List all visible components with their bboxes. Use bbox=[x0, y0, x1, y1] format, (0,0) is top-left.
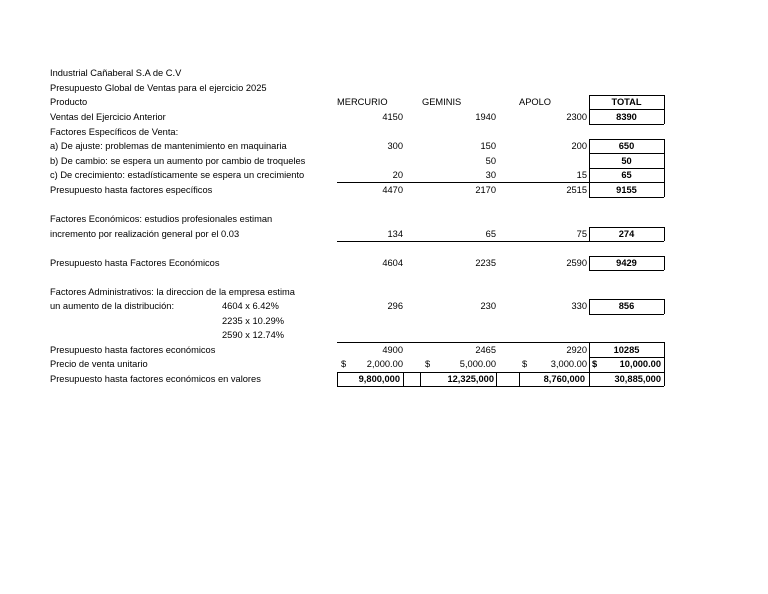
row-label: b) De cambio: se espera un aumento por cambio de troqueles bbox=[50, 156, 306, 166]
cell-total: 650 bbox=[618, 141, 635, 151]
header-total: TOTAL bbox=[611, 97, 642, 107]
grid-line bbox=[589, 357, 664, 358]
company-name: Industrial Cañaberal S.A de C.V bbox=[50, 68, 182, 78]
section-label: Factores Económicos: estudios profesionales estiman bbox=[50, 214, 273, 224]
grid-line bbox=[664, 256, 665, 270]
currency-symbol: $ bbox=[425, 359, 431, 369]
cell-apolo: 8,760,000 bbox=[543, 374, 585, 384]
cell-total: 30,885,000 bbox=[614, 374, 661, 384]
cell-apolo: 2590 bbox=[566, 258, 587, 268]
grid-line bbox=[589, 168, 664, 169]
grid-line bbox=[589, 153, 664, 154]
grid-line bbox=[589, 342, 590, 386]
grid-line bbox=[589, 256, 590, 270]
cell-mercurio: 2,000.00 bbox=[366, 359, 403, 369]
grid-line bbox=[589, 227, 590, 241]
cell-apolo: 75 bbox=[576, 229, 587, 239]
grid-line bbox=[589, 256, 664, 257]
cell-total: 50 bbox=[621, 156, 632, 166]
cell-total: 856 bbox=[618, 301, 635, 311]
grid-line bbox=[664, 95, 665, 124]
cell-mercurio: 4900 bbox=[382, 345, 403, 355]
grid-line bbox=[589, 109, 664, 110]
grid-line bbox=[337, 372, 664, 373]
row-label: Presupuesto hasta factores específicos bbox=[50, 185, 213, 195]
cell-mercurio: 296 bbox=[387, 301, 403, 311]
section-label: Factores Administrativos: la direccion de la empresa estima bbox=[50, 287, 295, 297]
grid-line bbox=[664, 139, 665, 197]
cell-mercurio: 4470 bbox=[382, 185, 403, 195]
cell-total: 274 bbox=[618, 229, 635, 239]
cell-total: 65 bbox=[621, 170, 632, 180]
cell-mercurio: 9,800,000 bbox=[358, 374, 400, 384]
cell-geminis: 12,325,000 bbox=[447, 374, 494, 384]
grid-line bbox=[589, 299, 590, 314]
cell-total: 10,000.00 bbox=[619, 359, 661, 369]
cell-total: 8390 bbox=[616, 112, 637, 122]
row-label: Ventas del Ejercicio Anterior bbox=[50, 112, 166, 122]
cell-apolo: 200 bbox=[571, 141, 587, 151]
cell-mercurio: 300 bbox=[387, 141, 403, 151]
cell-mercurio: 4604 bbox=[382, 258, 403, 268]
grid-line bbox=[589, 139, 664, 140]
grid-line bbox=[589, 124, 664, 125]
row-label: c) De crecimiento: estadísticamente se espera un crecimiento bbox=[50, 170, 305, 180]
grid-line bbox=[664, 299, 665, 314]
cell-geminis: 30 bbox=[485, 170, 496, 180]
cell-geminis: 50 bbox=[485, 156, 496, 166]
grid-line bbox=[589, 299, 664, 300]
cell-geminis: 230 bbox=[480, 301, 496, 311]
section-label: Factores Específicos de Venta: bbox=[50, 127, 179, 137]
grid-line bbox=[403, 372, 404, 386]
cell-geminis: 2170 bbox=[475, 185, 496, 195]
row-label: un aumento de la distribución: bbox=[50, 301, 175, 311]
cell-total: 9155 bbox=[616, 185, 637, 195]
cell-apolo: 15 bbox=[576, 170, 587, 180]
grid-line bbox=[337, 372, 338, 386]
header-mercurio: MERCURIO bbox=[337, 97, 388, 107]
row-label: Presupuesto hasta Factores Económicos bbox=[50, 258, 220, 268]
grid-line bbox=[420, 372, 421, 386]
grid-line bbox=[337, 182, 664, 183]
grid-line bbox=[589, 139, 590, 197]
cell-total: 10285 bbox=[613, 345, 640, 355]
grid-line bbox=[589, 227, 664, 228]
cell-geminis: 2465 bbox=[475, 345, 496, 355]
cell-geminis: 5,000.00 bbox=[459, 359, 496, 369]
grid-line bbox=[337, 386, 664, 387]
grid-line bbox=[664, 342, 665, 386]
cell-total: 9429 bbox=[616, 258, 637, 268]
currency-symbol: $ bbox=[522, 359, 528, 369]
row-label: a) De ajuste: problemas de mantenimiento en maquinaria bbox=[50, 141, 287, 151]
grid-line bbox=[589, 314, 664, 315]
calc-note: 4604 x 6.42% bbox=[222, 301, 279, 311]
cell-apolo: 2515 bbox=[566, 185, 587, 195]
cell-geminis: 2235 bbox=[475, 258, 496, 268]
grid-line bbox=[337, 241, 664, 242]
grid-line bbox=[519, 372, 520, 386]
grid-line bbox=[589, 197, 664, 198]
grid-line bbox=[337, 342, 664, 343]
cell-apolo: 2920 bbox=[566, 345, 587, 355]
row-label: Presupuesto hasta factores económicos bbox=[50, 345, 216, 355]
cell-geminis: 150 bbox=[480, 141, 496, 151]
header-apolo: APOLO bbox=[519, 97, 552, 107]
grid-line bbox=[589, 270, 664, 271]
cell-mercurio: 20 bbox=[392, 170, 403, 180]
sheet-subtitle: Presupuesto Global de Ventas para el ejercicio 2025 bbox=[50, 83, 267, 93]
grid-line bbox=[664, 227, 665, 241]
cell-geminis: 65 bbox=[485, 229, 496, 239]
calc-note: 2590 x 12.74% bbox=[222, 330, 285, 340]
cell-apolo: 3,000.00 bbox=[550, 359, 587, 369]
grid-line bbox=[589, 95, 590, 124]
cell-apolo: 330 bbox=[571, 301, 587, 311]
grid-line bbox=[589, 95, 664, 96]
cell-geminis: 1940 bbox=[475, 112, 496, 122]
calc-note: 2235 x 10.29% bbox=[222, 316, 285, 326]
header-producto: Producto bbox=[50, 97, 88, 107]
row-label: Presupuesto hasta factores económicos en valores bbox=[50, 374, 261, 384]
header-geminis: GEMINIS bbox=[422, 97, 462, 107]
row-label: incremento por realización general por el 0.03 bbox=[50, 229, 240, 239]
cell-mercurio: 134 bbox=[387, 229, 403, 239]
cell-apolo: 2300 bbox=[566, 112, 587, 122]
grid-line bbox=[496, 372, 497, 386]
currency-symbol: $ bbox=[592, 359, 598, 369]
cell-mercurio: 4150 bbox=[382, 112, 403, 122]
currency-symbol: $ bbox=[341, 359, 347, 369]
row-label: Precio de venta unitario bbox=[50, 359, 148, 369]
